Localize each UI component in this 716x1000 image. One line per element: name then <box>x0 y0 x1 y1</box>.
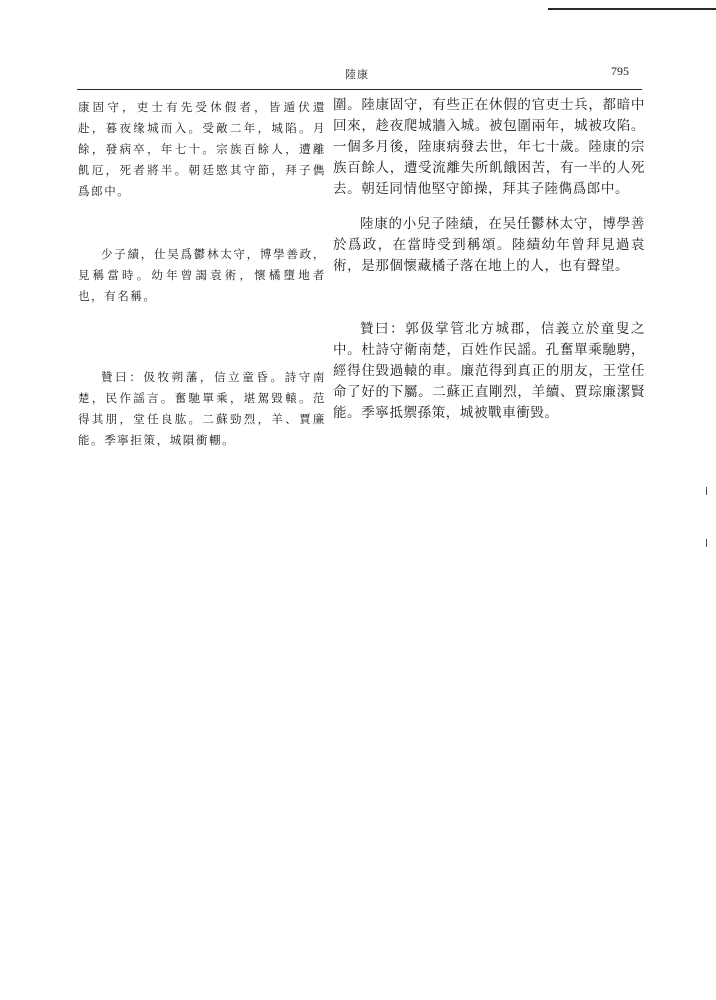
translation-column <box>333 95 645 424</box>
scan-edge-mark <box>706 539 707 547</box>
original-text-column <box>78 97 326 451</box>
original-paragraph-1: 康固守，吏士有先受休假者，皆遁伏還赴，暮夜缘城而入。受敵二年，城陷。月餘，發病卒，年七十。宗族百餘人，遭離飢厄，死者將半。朝廷愍其守節，拜子儁爲郎中。 <box>78 100 326 198</box>
page-header <box>77 64 629 86</box>
original-paragraph-3: 贊曰：伋牧朔藩，信立童昏。詩守南楚，民作謡言。奮馳單乘，堪駕毀轅。范得其朋，堂任良肱。二蘇勁烈，羊、賈廉能。季寧拒策，城隕衝輣。 <box>78 370 326 447</box>
scan-edge-mark <box>706 487 707 495</box>
running-title: 陸康 <box>345 68 369 81</box>
page-number: 795 <box>611 64 629 78</box>
top-edge-rule <box>548 8 716 10</box>
original-paragraph-2: 少子績，仕吴爲鬱林太守，博學善政，見稱當時。幼年曾謁袁術，懷橘墮地者也，有名稱。 <box>78 247 326 303</box>
translation-paragraph-3: 贊曰：郭伋掌管北方城郡，信義立於童叟之中。杜詩守衛南楚，百姓作民謡。孔奮單乘馳騁，經得住毀過轅的車。廉范得到真正的朋友，王堂任命了好的下屬。二蘇正直剛烈，羊續、賈琮廉潔賢能。季寧抵禦孫策，城被戰車衝毀。 <box>333 321 645 421</box>
translation-paragraph-2: 陸康的小兒子陸績，在吴任鬱林太守，博學善於爲政，在當時受到稱頌。陸績幼年曾拜見過袁術，是那個懷藏橘子落在地上的人，也有聲望。 <box>333 216 645 274</box>
translation-paragraph-1: 圍。陸康固守，有些正在休假的官吏士兵，都暗中回來，趁夜爬城牆入城。被包圍兩年，城被攻陷。一個多月後，陸康病發去世，年七十歲。陸康的宗族百餘人，遭受流離失所飢餓困苦，有一半的人死去。朝廷同情他堅守節操，拜其子陸儁爲郎中。 <box>333 97 645 197</box>
header-rule <box>77 89 642 90</box>
